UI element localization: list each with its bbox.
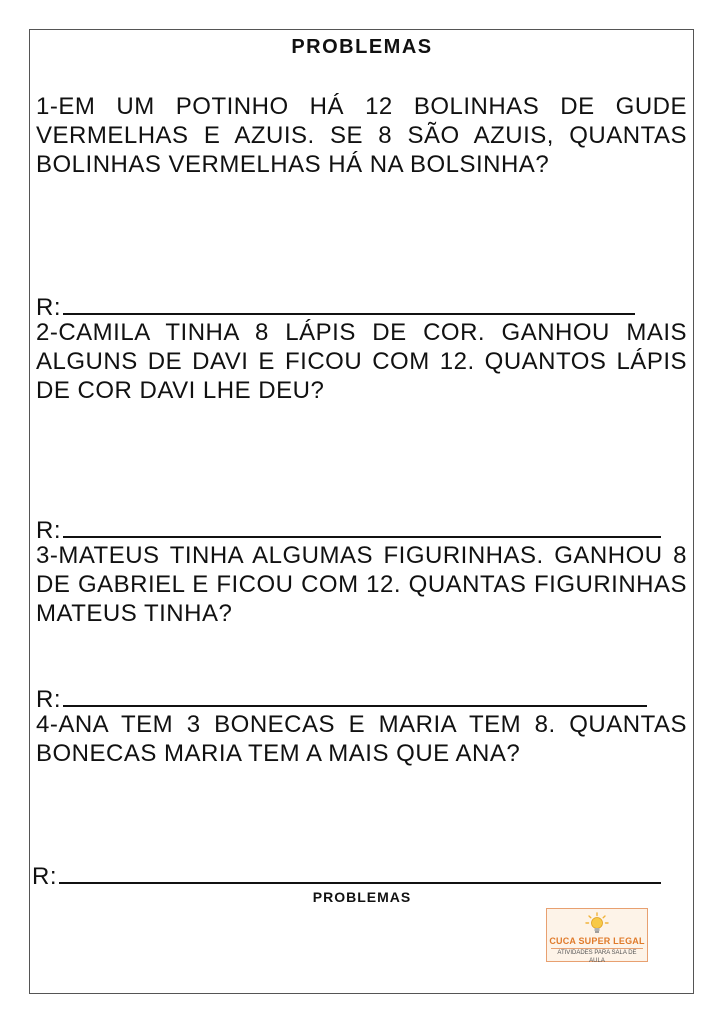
logo-tagline: ATIVIDADES PARA SALA DE AULA: [551, 948, 643, 965]
worksheet-title: PROBLEMAS: [291, 36, 433, 58]
lightbulb-icon: [584, 912, 610, 936]
question-1: 1-EM UM POTINHO HÁ 12 BOLINHAS DE GUDE VERMELHAS E AZUIS. SE 8 SÃO AZUIS, QUANTAS BOLINHAS VERMELHAS HÁ NA BOLSINHA?: [36, 93, 687, 178]
footer-title: PROBLEMAS: [312, 889, 412, 905]
logo-name: CUCA SUPER LEGAL: [549, 936, 645, 946]
answer-label-2: R:: [36, 517, 61, 544]
answer-label-4: R:: [32, 863, 57, 890]
answer-line-4: [32, 860, 661, 891]
question-4: 4-ANA TEM 3 BONECAS E MARIA TEM 8. QUANTAS BONECAS MARIA TEM A MAIS QUE ANA?: [36, 711, 687, 767]
question-3: 3-MATEUS TINHA ALGUMAS FIGURINHAS. GANHOU 8 DE GABRIEL E FICOU COM 12. QUANTAS FIGURINHAS MATEUS TINHA?: [36, 542, 687, 627]
answer-blank-2: [63, 514, 661, 538]
answer-blank-3: [63, 683, 647, 707]
answer-blank-4: [59, 860, 661, 884]
answer-label-1: R:: [36, 294, 61, 321]
answer-label-3: R:: [36, 686, 61, 713]
answer-blank-1: [63, 291, 635, 315]
question-2: 2-CAMILA TINHA 8 LÁPIS DE COR. GANHOU MAIS ALGUNS DE DAVI E FICOU COM 12. QUANTOS LÁPIS DE COR DAVI LHE DEU?: [36, 319, 687, 404]
cuca-super-legal-logo: [546, 908, 648, 962]
